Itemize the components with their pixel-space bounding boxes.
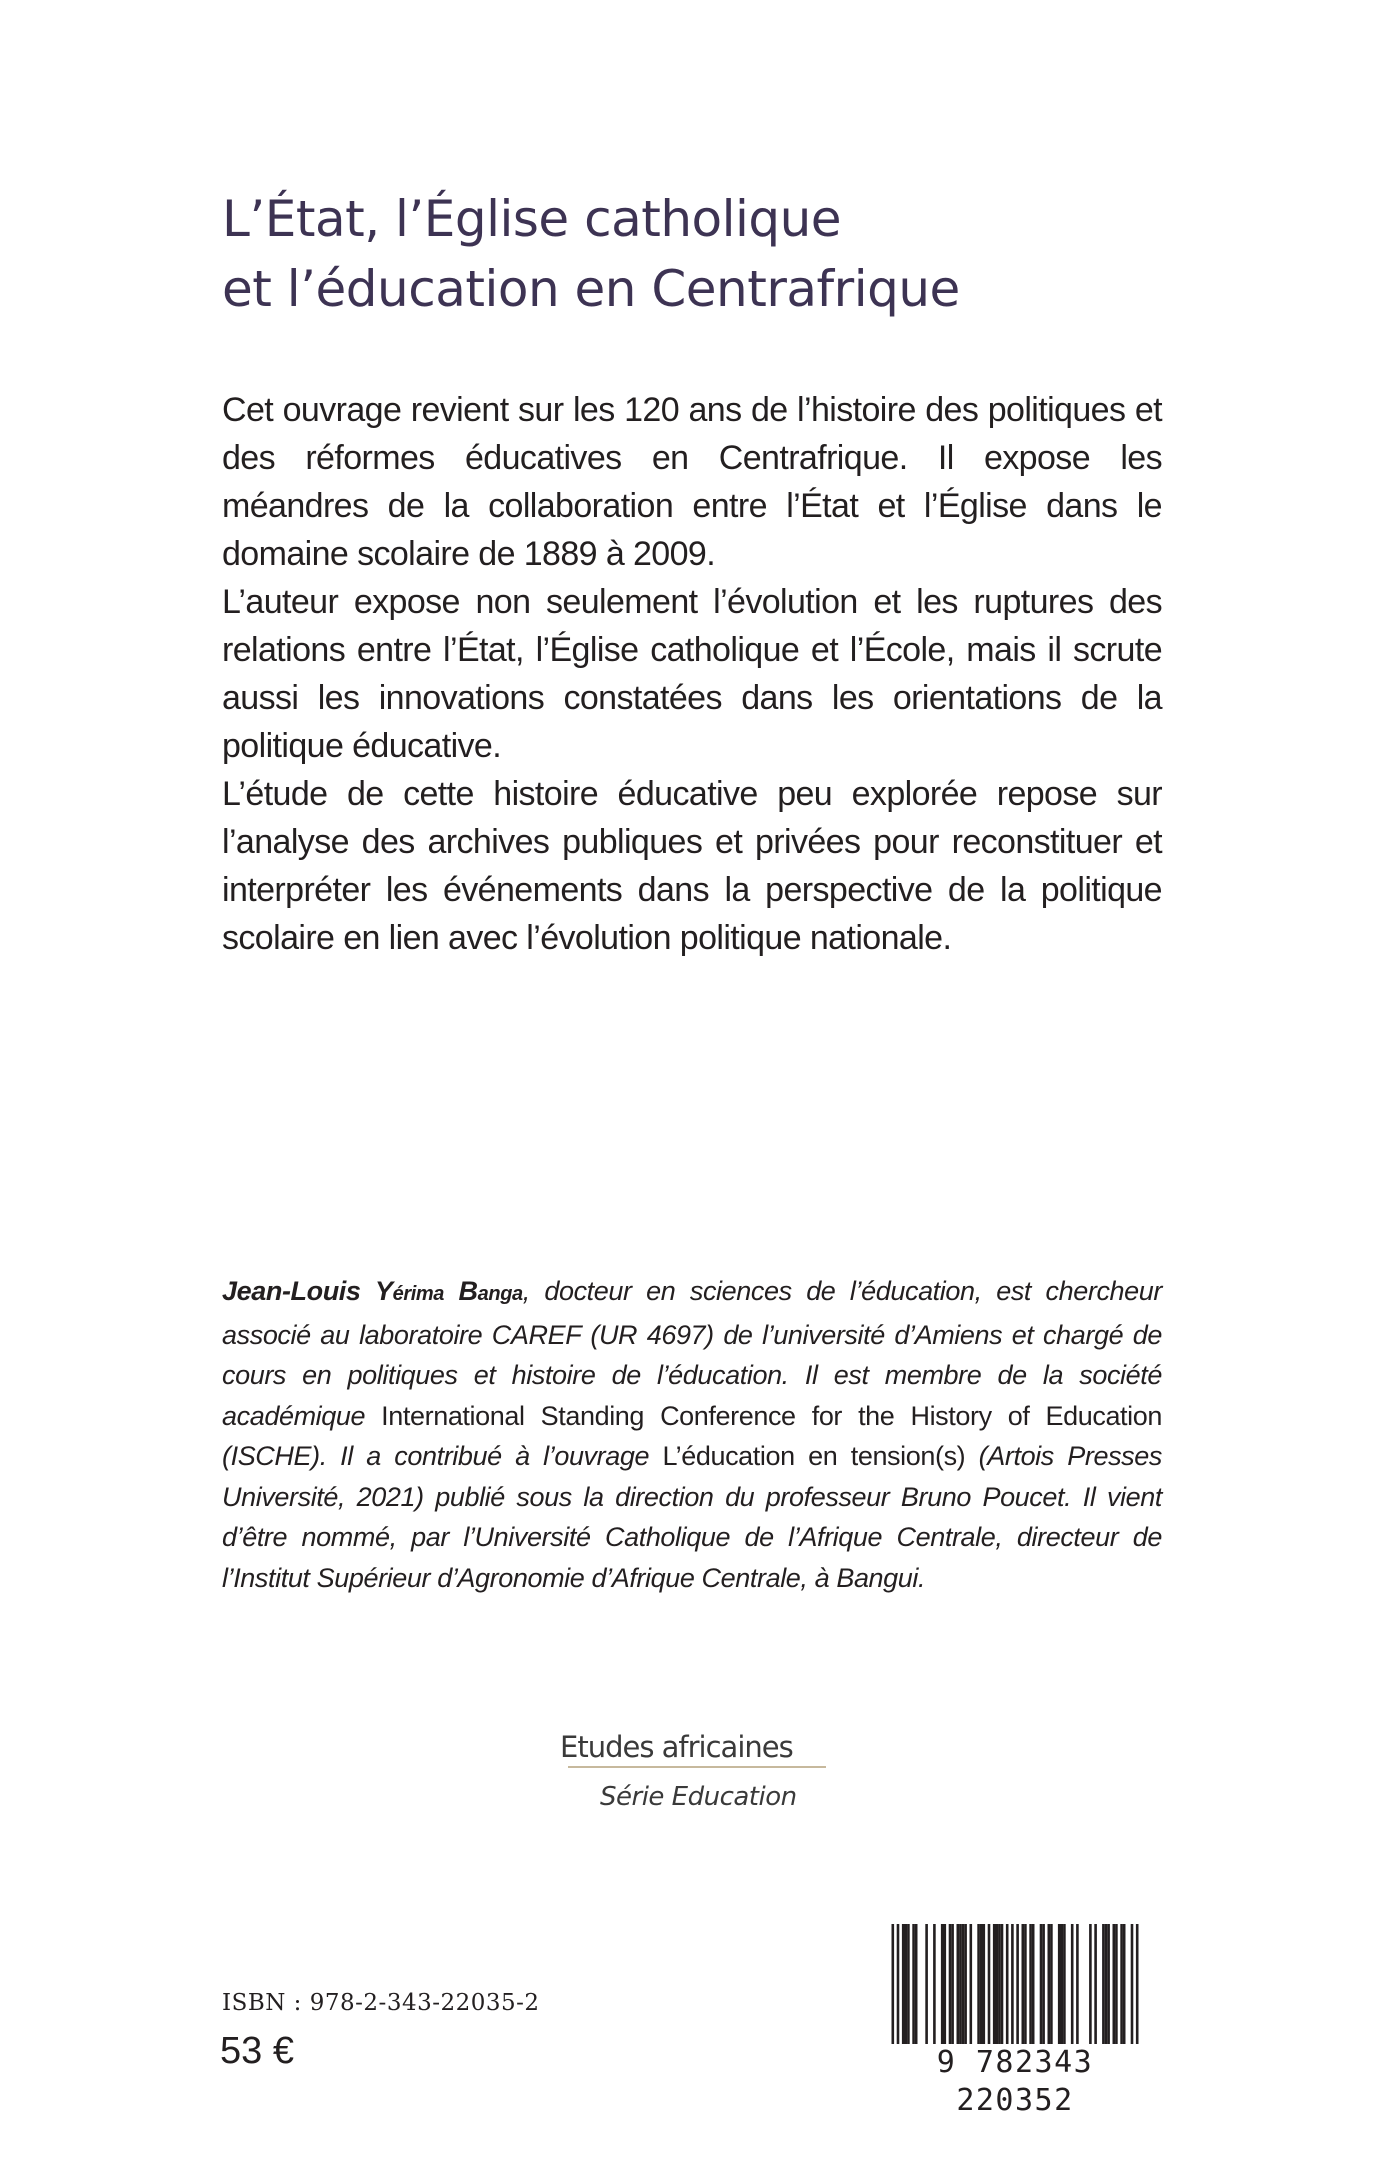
book-title-line-1: L’État, l’Église catholique bbox=[222, 189, 842, 248]
barcode-bar bbox=[1048, 1924, 1051, 2048]
barcode-bar bbox=[907, 1924, 910, 2048]
barcode-bar bbox=[964, 1924, 967, 2048]
barcode-bar bbox=[1022, 1924, 1025, 2048]
barcode-bar bbox=[1040, 1924, 1043, 2048]
barcode-bar bbox=[1032, 1924, 1035, 2048]
barcode-bar bbox=[957, 1924, 960, 2048]
bio-book-title: L’éducation en tension(s) bbox=[662, 1441, 966, 1471]
barcode-bar bbox=[1001, 1924, 1004, 2048]
barcode-bar bbox=[1061, 1924, 1064, 2048]
series-underline bbox=[568, 1766, 826, 1768]
barcode-bar bbox=[951, 1924, 954, 2048]
barcode-bar bbox=[993, 1924, 996, 2048]
book-title-line-2: et l’éducation en Centrafrique bbox=[222, 259, 960, 318]
bio-text-ische-name: International Standing Conference for the History of Education bbox=[381, 1400, 1162, 1431]
barcode-bar bbox=[1076, 1924, 1079, 2048]
barcode-bar bbox=[1089, 1924, 1092, 2048]
barcode-bar bbox=[949, 1924, 952, 2048]
barcode-bar bbox=[1113, 1924, 1116, 2048]
bio-text-2: (ISCHE). Il a contribué à l’ouvrage bbox=[222, 1441, 650, 1471]
barcode-bar bbox=[959, 1924, 962, 2048]
barcode-bar bbox=[1024, 1924, 1027, 2048]
barcode-bar bbox=[1006, 1924, 1009, 2048]
barcode-bar bbox=[915, 1924, 918, 2048]
barcode-bar bbox=[925, 1924, 928, 2048]
author-last-name-initial-2: B bbox=[458, 1276, 478, 1306]
isbn: ISBN : 978-2-343-22035-2 bbox=[222, 1990, 540, 2016]
barcode-bar bbox=[1120, 1924, 1123, 2048]
bio-text-3: (Artois Presses Université, 2021) publié sous la direction du professeur Bruno Poucet. Il vient d’être nommé, par l’Université Catholique de l’Afrique Centrale, directeur de l’Institut Supérieur d’Agronomie d’Afrique Centrale, à Bangui. bbox=[222, 1441, 1162, 1593]
collection-logo bbox=[560, 1730, 860, 1812]
barcode-bar bbox=[905, 1924, 908, 2048]
author-first-name: Jean-Louis bbox=[222, 1276, 361, 1306]
summary-paragraph: L’étude de cette histoire éducative peu explorée repose sur l’analyse des archives publiques et privées pour reconstituer et interpréter les événements dans la perspective de la politique scolaire en lien avec l’évolution politique nationale. bbox=[222, 775, 1162, 957]
barcode-bar bbox=[944, 1924, 947, 2048]
barcode-digits: 9 782343 220352 bbox=[885, 2044, 1145, 2120]
book-summary bbox=[222, 386, 1162, 962]
barcode-bar bbox=[983, 1924, 986, 2048]
author-last-name-initial-1: Y bbox=[375, 1276, 393, 1306]
barcode-bar bbox=[1029, 1924, 1032, 2048]
barcode-bar bbox=[941, 1924, 944, 2048]
barcode-bar bbox=[897, 1924, 900, 2064]
author-last-name bbox=[375, 1276, 523, 1306]
barcode-bar bbox=[1136, 1924, 1139, 2064]
barcode-bar bbox=[996, 1924, 999, 2048]
price: 53 € bbox=[220, 2030, 294, 2072]
barcode-bar bbox=[977, 1924, 980, 2048]
author-bio bbox=[222, 1271, 1162, 1598]
barcode-bar bbox=[1042, 1924, 1045, 2048]
barcode bbox=[885, 1922, 1145, 2118]
barcode-bar bbox=[1105, 1924, 1108, 2048]
barcode-bar bbox=[1115, 1924, 1118, 2048]
series-name: Etudes africaines bbox=[560, 1730, 793, 1764]
barcode-bar bbox=[1102, 1924, 1105, 2048]
barcode-bar bbox=[892, 1924, 895, 2064]
sub-series-name: Série Education bbox=[600, 1782, 797, 1812]
barcode-bar bbox=[933, 1924, 936, 2048]
barcode-bar bbox=[988, 1924, 991, 2048]
barcode-bar bbox=[1131, 1924, 1134, 2064]
barcode-bar bbox=[1050, 1924, 1053, 2048]
barcode-bar bbox=[1123, 1924, 1126, 2048]
barcode-bar bbox=[1107, 1924, 1110, 2048]
summary-paragraph: L’auteur expose non seulement l’évolution et les ruptures des relations entre l’État, l’Église catholique et l’École, mais il scrute aussi les innovations constatées dans les orientations de la politique éducative. bbox=[222, 583, 1162, 765]
barcode-bar bbox=[962, 1924, 965, 2048]
barcode-bar bbox=[1063, 1924, 1066, 2048]
barcode-bar bbox=[1071, 1924, 1074, 2048]
author-last-name-rest-2: anga bbox=[477, 1283, 523, 1305]
barcode-bar bbox=[998, 1924, 1001, 2048]
summary-paragraph: Cet ouvrage revient sur les 120 ans de l’histoire des politiques et des réformes éducatives en Centrafrique. Il expose les méandres de la collaboration entre l’État et l’Église dans le domaine scolaire de 1889 à 2009. bbox=[222, 391, 1162, 573]
barcode-bar bbox=[1011, 1924, 1014, 2064]
barcode-bar bbox=[1016, 1924, 1019, 2064]
barcode-bar bbox=[902, 1924, 905, 2048]
book-title bbox=[222, 184, 1222, 324]
author-last-name-rest-1: érima bbox=[392, 1283, 445, 1305]
barcode-bar bbox=[970, 1924, 973, 2048]
barcode-bar bbox=[1094, 1924, 1097, 2048]
barcode-bar bbox=[912, 1924, 915, 2048]
barcode-bar bbox=[1058, 1924, 1061, 2048]
bio-text-1: , docteur en sciences de l’éducation, est chercheur associé au laboratoire CAREF (UR 4697) de l’université d’Amiens et chargé de cours en politiques et histoire de l’éducation. Il est membre de la société académique bbox=[222, 1276, 1163, 1431]
barcode-bar bbox=[980, 1924, 983, 2048]
